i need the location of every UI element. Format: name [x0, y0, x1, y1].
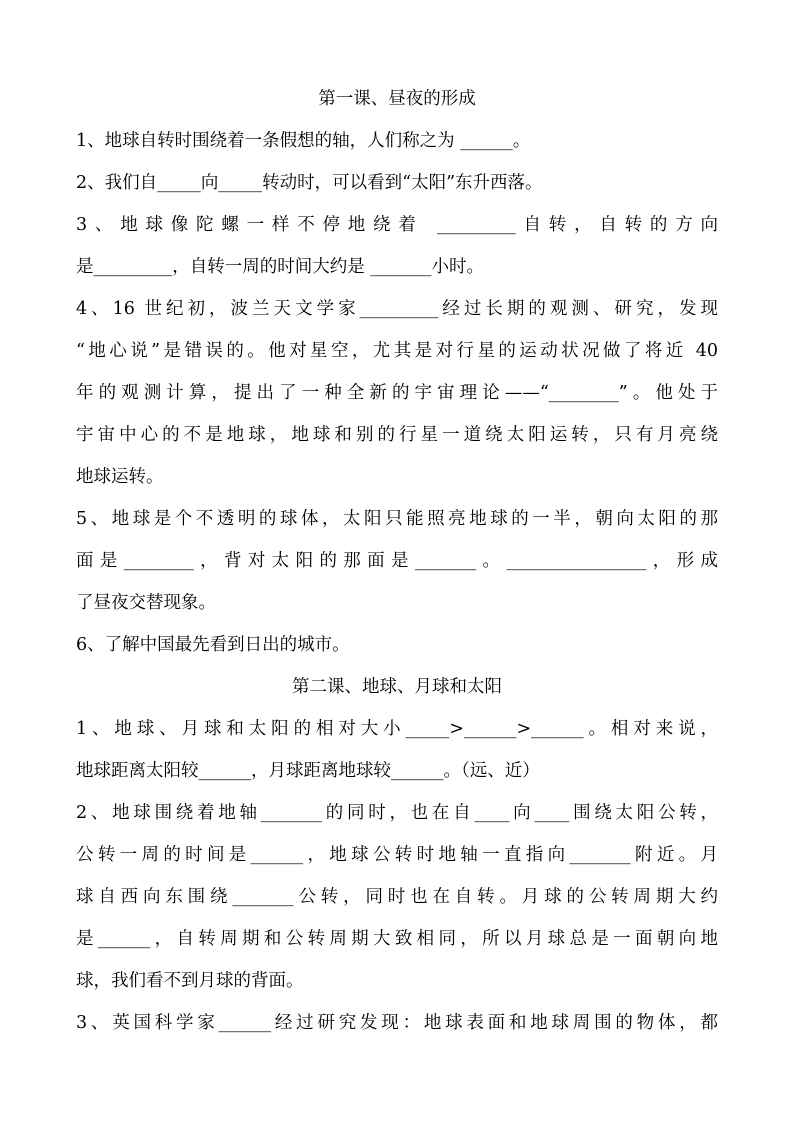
- worksheet-document: [76, 78, 718, 1044]
- lesson1-line: 1、地球自转时围绕着一条假想的轴，人们称之为 ______。: [76, 131, 531, 151]
- lesson2-line: 地球距离太阳较______，月球距离地球较______。（远、近）: [76, 761, 540, 781]
- lesson1-line: 地球运转。: [76, 467, 164, 487]
- lesson2-line: 1、地球、月球和太阳的相对大小_____>______>______。相对来说，: [76, 719, 718, 739]
- lesson2-line: 球，我们看不到月球的背面。: [76, 971, 304, 991]
- lesson1-line: 3、地球像陀螺一样不停地绕着 _________自转，自转的方向: [76, 215, 718, 235]
- lesson1-line: 了昼夜交替现象。: [76, 593, 216, 613]
- lesson2-line: 公转一周的时间是______，地球公转时地轴一直指向_______附近。月: [76, 845, 718, 865]
- lesson1-line: 6、了解中国最先看到日出的城市。: [76, 635, 350, 655]
- lesson1-line: 5、地球是个不透明的球体，太阳只能照亮地球的一半，朝向太阳的那: [76, 509, 718, 529]
- lesson1-line: 2、我们自_____向_____转动时，可以看到“太阳”东升西落。: [76, 173, 543, 193]
- lesson2-line: 3、英国科学家______经过研究发现：地球表面和地球周围的物体，都: [76, 1013, 718, 1033]
- lesson1-line: 4、16 世纪初，波兰天文学家_________经过长期的观测、研究，发现: [76, 299, 718, 319]
- lesson1-line: 是_________，自转一周的时间大约是 _______小时。: [76, 257, 485, 277]
- lesson1-title: 第一课、昼夜的形成: [318, 89, 476, 109]
- lesson2-title: 第二课、地球、月球和太阳: [292, 677, 502, 697]
- lesson1-line: 年的观测计算，提出了一种全新的宇宙理论——“________”。他处于: [76, 383, 718, 403]
- lesson2-line: 2、地球围绕着地轴_______的同时，也在自____向____围绕太阳公转，: [76, 803, 718, 823]
- lesson1-line: 宇宙中心的不是地球，地球和别的行星一道绕太阳运转，只有月亮绕: [76, 425, 718, 445]
- lesson1-line: 面是________，背对太阳的那面是_______。________________，形成: [76, 551, 718, 571]
- lesson2-line: 球自西向东围绕_______公转，同时也在自转。月球的公转周期大约: [76, 887, 718, 907]
- lesson1-line: “地心说”是错误的。他对星空，尤其是对行星的运动状况做了将近 40: [76, 341, 718, 361]
- lesson2-line: 是______，自转周期和公转周期大致相同，所以月球总是一面朝向地: [76, 929, 718, 949]
